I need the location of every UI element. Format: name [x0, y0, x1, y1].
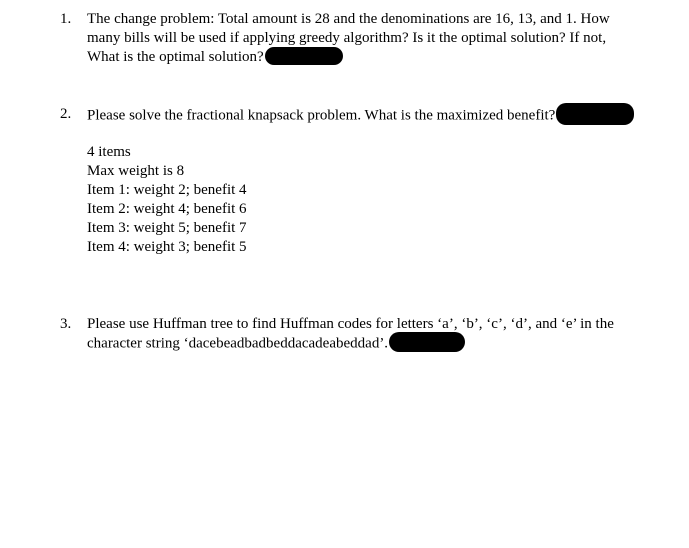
question-line: Please use Huffman tree to find Huffman codes for letters ‘a’, ‘b’, ‘c’, ‘d’, and ‘e’ in the: [87, 316, 614, 332]
question-text: [87, 105, 672, 127]
item-line: Item 2: weight 4; benefit 6: [87, 201, 247, 217]
question-line-text: character string ‘dacebeadbadbeddacadeabeddad’.: [87, 335, 389, 352]
question-number: 3.: [60, 316, 72, 332]
question-number: 2.: [60, 106, 72, 122]
question-line-text: Please solve the fractional knapsack problem. What is the maximized benefit?: [87, 107, 556, 124]
question-line: The change problem: Total amount is 28 and the denominations are 16, 13, and 1. How: [87, 11, 610, 27]
redaction-mark: [556, 103, 634, 125]
question-line: [87, 48, 672, 67]
redaction-mark: [265, 47, 343, 65]
max-weight: Max weight is 8: [87, 163, 185, 179]
question-line: many bills will be used if applying greedy algorithm? Is it the optimal solution? If not,: [87, 30, 607, 46]
question-text: [87, 315, 672, 354]
item-count: 4 items: [87, 144, 131, 160]
question-number: 1.: [60, 11, 72, 27]
question-text: [87, 10, 672, 67]
item-line: Item 1: weight 2; benefit 4: [87, 182, 247, 198]
item-line: Item 3: weight 5; benefit 7: [87, 220, 247, 236]
item-line: Item 4: weight 3; benefit 5: [87, 239, 247, 255]
question-line-text: What is the optimal solution?: [87, 49, 264, 65]
question-line: [87, 334, 672, 354]
knapsack-items: [87, 143, 247, 257]
redaction-mark: [389, 332, 465, 352]
question-line: [87, 105, 672, 127]
